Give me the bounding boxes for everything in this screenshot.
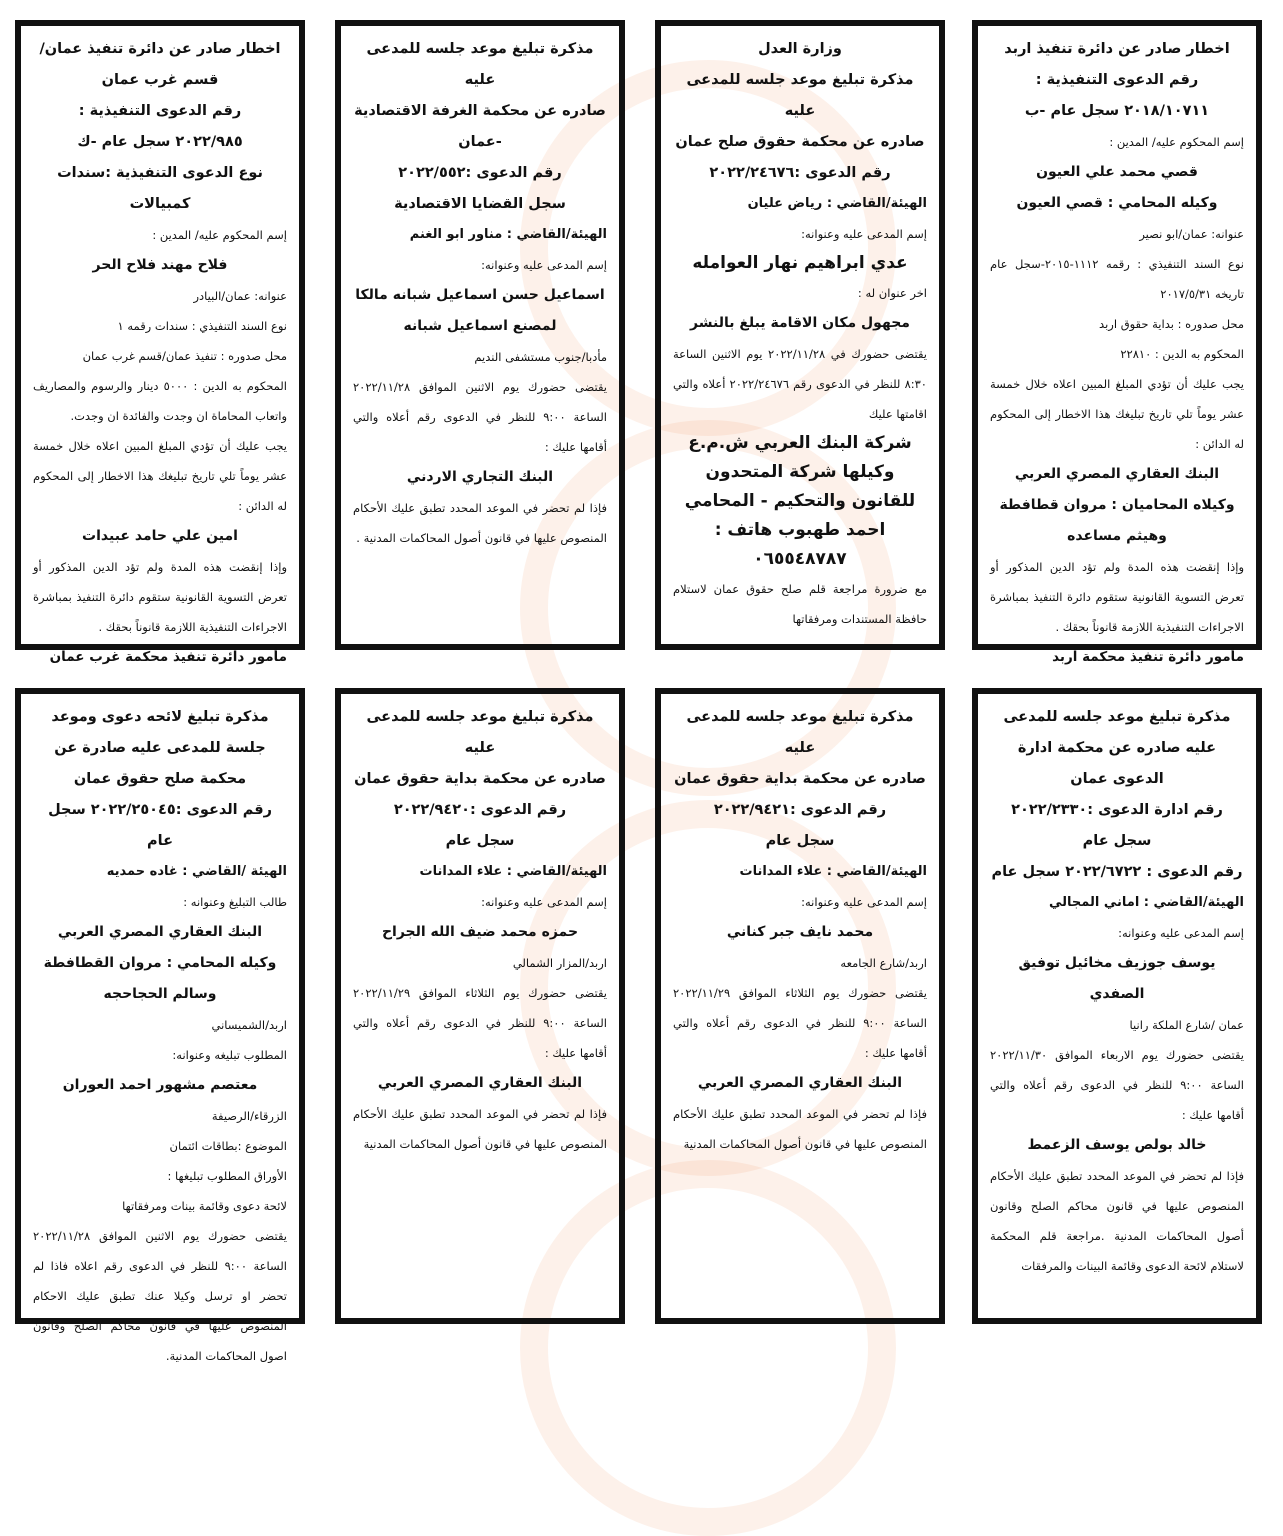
notice-panel-case-management-notice — [972, 688, 1262, 1324]
notice-heading: مذكرة تبليغ موعد جلسه للمدعى عليه — [366, 41, 594, 88]
notice-panel-first-instance-notice-9420 — [335, 688, 625, 1324]
notice-heading: رقم الدعوى التنفيذية : — [1035, 72, 1199, 88]
notice-heading: رقم الدعوى التنفيذية : — [78, 103, 242, 119]
notice-heading: رقم الدعوى : ٢٠٢٢/٦٧٢٢ سجل عام — [991, 864, 1243, 880]
notice-heading: اخطار صادر عن دائرة تنفيذ عمان/قسم غرب عمان — [39, 41, 281, 88]
notice-text: يجب عليك أن تؤدي المبلغ المبين اعلاه خلال خمسة عشر يوماً تلي تاريخ تبليغك هذا الاخطار إلى المحكوم له الدائن : — [990, 377, 1244, 451]
notice-text: مأدبا/جنوب مستشفى النديم — [474, 350, 607, 364]
notice-text: نوع السند التنفيذي : سندات رقمه ١ — [117, 319, 287, 333]
notice-text: المطلوب تبليغه وعنوانه: — [172, 1048, 287, 1062]
notice-panel-irbid-execution-notice — [972, 20, 1262, 665]
notice-text: إسم المدعى عليه وعنوانه: — [481, 258, 607, 272]
notice-heading: نوع الدعوى التنفيذية :سندات كمبيالات — [57, 165, 263, 212]
party-name: شركة البنك العربي ش.م.ع وكيلها شركة المتحدون للقانون والتحكيم - المحامي احمد طهبوب هاتف : ٠٦٥٥٤٨٧٨٧ — [684, 433, 916, 569]
notice-heading: سجل عام — [445, 833, 515, 849]
notice-text: محل صدوره : بداية حقوق اربد — [1099, 317, 1244, 331]
notice-text: اربد/المزار الشمالي — [512, 956, 607, 970]
party-name: البنك العقاري المصري العربي — [377, 1075, 583, 1091]
notice-text: عنوانه: عمان/البيادر — [193, 289, 287, 303]
notice-text: الموضوع :بطاقات ائتمان — [169, 1139, 287, 1153]
notice-text: عنوانه: عمان/ابو نصير — [1139, 227, 1244, 241]
notice-text: المحكوم به الدين : ٥٠٠٠ دينار والرسوم والمصاريف واتعاب المحاماة ان وجدت والفائدة ان وجدت. — [33, 379, 287, 423]
notice-heading: سجل عام — [1082, 833, 1152, 849]
notice-text: إسم المحكوم عليه/ المدين : — [1109, 135, 1244, 149]
party-name: مجهول مكان الاقامة يبلغ بالنشر — [690, 315, 910, 331]
party-name: محمد نايف جبر كناني — [726, 924, 874, 940]
notice-panel-statement-of-claim-notice — [15, 688, 305, 1363]
notice-text: يقتضى حضورك يوم الاثنين الموافق ٢٠٢٢/١١/٢٨ الساعة ٩:٠٠ للنظر في الدعوى رقم أعلاه والتي أقامها عليك : — [353, 380, 607, 454]
notice-text: مع ضرورة مراجعة قلم صلح حقوق عمان لاستلام حافظة المستندات ومرفقاتها — [673, 582, 927, 626]
party-name: وكيله المحامي : مروان القطافطة وسالم الحجاحجه — [43, 955, 277, 1002]
notice-text: فإذا لم تحضر في الموعد المحدد تطبق عليك الأحكام المنصوص عليها في قانون أصول المحاكمات المدنية — [353, 1107, 607, 1151]
notice-text: إسم المدعى عليه وعنوانه: — [481, 895, 607, 909]
notice-text: يقتضى حضورك يوم الثلاثاء الموافق ٢٠٢٢/١١/٢٩ الساعة ٩:٠٠ للنظر في الدعوى رقم أعلاه والتي أقامها عليك : — [353, 986, 607, 1060]
party-name: قصي محمد علي العيون — [1036, 164, 1198, 180]
judge-line: الهيئة/القاضي : علاء المدانات — [419, 864, 607, 879]
notice-heading: مذكرة تبليغ لائحه دعوى وموعد جلسة للمدعى عليه صادرة عن محكمة صلح حقوق عمان — [51, 709, 269, 787]
notice-panel-first-instance-notice-9421 — [655, 688, 945, 1324]
notice-text: نوع السند التنفيذي : رقمه ١١١٢-٢٠١٥-سجل عام تاريخه ٢٠١٧/٥/٣١ — [990, 257, 1244, 301]
party-name: اسماعيل حسن اسماعيل شبانه مالكا لمصنع اسماعيل شبانه — [355, 287, 605, 334]
party-name: امين علي حامد عبيدات — [82, 528, 238, 544]
notice-text: يقتضى حضورك في ٢٠٢٢/١١/٢٨ يوم الاثنين الساعة ٨:٣٠ للنظر في الدعوى رقم ٢٠٢٢/٢٤٦٧٦ أعلاه والتي اقامتها عليك — [673, 347, 927, 421]
notice-text: فإذا لم تحضر في الموعد المحدد تطبق عليك الأحكام المنصوص عليها في قانون أصول المحاكمات المدنية — [673, 1107, 927, 1151]
party-name: البنك التجاري الاردني — [406, 469, 554, 485]
notice-text: لائحة دعوى وقائمة بينات ومرفقاتها — [122, 1199, 287, 1213]
notice-text: طالب التبليغ وعنوانه : — [183, 895, 287, 909]
judge-line: الهيئة/القاضي : مناور ابو الغنم — [409, 227, 607, 242]
notice-heading: رقم الدعوى :٢٠٢٢/٢٥٠٤٥ سجل عام — [48, 802, 272, 849]
notice-heading: صادره عن محكمة بداية حقوق عمان — [674, 771, 926, 787]
notice-heading: ٢٠١٨/١٠٧١١ سجل عام -ب — [1024, 103, 1210, 119]
notice-text: وإذا إنقضت هذه المدة ولم تؤد الدين المذكور أو تعرض التسوية القانونية ستقوم دائرة التنفيذ بمباشرة الاجراءات التنفيذية اللازمة قانوناً بحقك . — [990, 560, 1244, 634]
notice-text: يقتضى حضورك يوم الثلاثاء الموافق ٢٠٢٢/١١/٢٩ الساعة ٩:٠٠ للنظر في الدعوى رقم أعلاه والتي أقامها عليك : — [673, 986, 927, 1060]
notice-text: إسم المحكوم عليه/ المدين : — [152, 228, 287, 242]
notice-heading: رقم ادارة الدعوى :٢٠٢٢/٢٣٣٠ — [1011, 802, 1223, 818]
notice-text: اربد/شارع الجامعه — [840, 956, 927, 970]
notice-heading: رقم الدعوى :٢٠٢٢/٩٤٢١ — [713, 802, 887, 818]
notice-text: إسم المدعى عليه وعنوانه: — [1118, 926, 1244, 940]
party-name: وكيله المحامي : قصي العيون — [1016, 195, 1218, 211]
notice-heading: اخطار صادر عن دائرة تنفيذ اربد — [1004, 41, 1230, 57]
notice-text: يجب عليك أن تؤدي المبلغ المبين اعلاه خلال خمسة عشر يوماً تلي تاريخ تبليغك هذا الاخطار إلى المحكوم له الدائن : — [33, 439, 287, 513]
notice-text: المحكوم به الدين : ٢٢٨١٠ — [1120, 347, 1244, 361]
notice-panel-west-amman-execution-notice — [15, 20, 305, 665]
notice-text: الزرقاء/الرصيفة — [211, 1109, 287, 1123]
notice-heading: ٢٠٢٢/٩٨٥ سجل عام -ك — [77, 134, 243, 150]
notice-text: اربد/الشميساني — [211, 1018, 287, 1032]
notice-panel-justice-ministry-notice — [655, 20, 945, 650]
notice-heading: صادره عن محكمة الغرفة الاقتصادية -عمان — [354, 103, 606, 150]
judge-line: الهيئة/القاضي : علاء المدانات — [739, 864, 927, 879]
notice-heading: مذكرة تبليغ موعد جلسه للمدعى عليه — [686, 709, 914, 756]
notice-heading: مذكرة تبليغ موعد جلسه للمدعى عليه — [366, 709, 594, 756]
notice-text: الأوراق المطلوب تبليغها : — [167, 1169, 287, 1183]
party-name: البنك العقاري المصري العربي — [1014, 466, 1220, 482]
notice-text: وإذا إنقضت هذه المدة ولم تؤد الدين المذكور أو تعرض التسوية القانونية ستقوم دائرة التنفيذ بمباشرة الاجراءات التنفيذية اللازمة قانوناً بحقك . — [33, 560, 287, 634]
notice-text: يقتضى حضورك يوم الاثنين الموافق ٢٠٢٢/١١/٢٨ الساعة ٩:٠٠ للنظر في الدعوى رقم اعلاه فاذا لم تحضر او ترسل وكيلا عنك تطبق عليك الاحكام المنصوص عليها في قانون محاكم الصلح وقانون اصول المحاكمات المدنية. — [33, 1229, 287, 1363]
notice-heading: صادره عن محكمة حقوق صلح عمان — [675, 134, 925, 150]
party-name: البنك العقاري المصري العربي — [697, 1075, 903, 1091]
notice-heading: سجل القضايا الاقتصادية — [394, 196, 566, 212]
notice-signature: مأمور دائرة تنفيذ محكمة غرب عمان — [49, 649, 287, 665]
notice-text: يقتضى حضورك يوم الاربعاء الموافق ٢٠٢٢/١١/٣٠ الساعة ٩:٠٠ للنظر في الدعوى رقم أعلاه والتي أقامها عليك : — [990, 1048, 1244, 1122]
party-name: معتصم مشهور احمد العوران — [62, 1077, 258, 1093]
notice-text: عمان /شارع الملكة رانيا — [1129, 1018, 1244, 1032]
notice-heading: رقم الدعوى :٢٠٢٢/٥٥٢ — [398, 165, 562, 181]
notice-text: محل صدوره : تنفيذ عمان/قسم غرب عمان — [82, 349, 287, 363]
party-name: خالد بولص يوسف الزعمط — [1027, 1137, 1207, 1153]
notice-heading: صادره عن محكمة بداية حقوق عمان — [354, 771, 606, 787]
notice-heading: سجل عام — [765, 833, 835, 849]
party-name: فلاح مهند فلاح الحر — [92, 257, 228, 273]
judge-line: الهيئة/القاضي : رياض عليان — [747, 196, 927, 211]
judge-line: الهيئة/القاضي : اماني المجالي — [1049, 895, 1244, 910]
party-name: البنك العقاري المصري العربي — [57, 924, 263, 940]
party-name: يوسف جوزيف مخائيل توفيق الصفدي — [1018, 955, 1216, 1002]
notice-heading: رقم الدعوى :٢٠٢٢/٢٤٦٧٦ — [709, 165, 891, 181]
notice-signature: مأمور دائرة تنفيذ محكمة اربد — [1052, 649, 1244, 665]
notice-text: فإذا لم تحضر في الموعد المحدد تطبق عليك الأحكام المنصوص عليها في قانون محاكم الصلح وقانون أصول المحاكمات المدنية .مراجعة قلم المحكمة لاستلام لائحة الدعوى وقائمة البينات والمرفقات — [990, 1169, 1244, 1273]
notice-heading: رقم الدعوى :٢٠٢٢/٩٤٢٠ — [393, 802, 567, 818]
party-name: وكيلاه المحاميان : مروان قطافطة وهيثم مساعده — [999, 497, 1235, 544]
notice-heading: مذكرة تبليغ موعد جلسه للمدعى عليه — [686, 72, 914, 119]
notice-heading: مذكرة تبليغ موعد جلسه للمدعى عليه صادره عن محكمة ادارة الدعوى عمان — [1003, 709, 1231, 787]
notice-text: فإذا لم تحضر في الموعد المحدد تطبق عليك الأحكام المنصوص عليها في قانون أصول المحاكمات المدنية . — [353, 501, 607, 545]
party-name: عدي ابراهيم نهار العوامله — [692, 253, 908, 273]
notice-panel-economic-chamber-notice — [335, 20, 625, 650]
party-name: حمزه محمد ضيف الله الجراح — [381, 924, 579, 940]
notice-heading: وزارة العدل — [758, 41, 842, 57]
notice-text: إسم المدعى عليه وعنوانه: — [801, 227, 927, 241]
judge-line: الهيئة /القاضي : غاده حمديه — [106, 864, 287, 879]
notice-text: اخر عنوان له : — [857, 286, 927, 300]
notice-text: إسم المدعى عليه وعنوانه: — [801, 895, 927, 909]
